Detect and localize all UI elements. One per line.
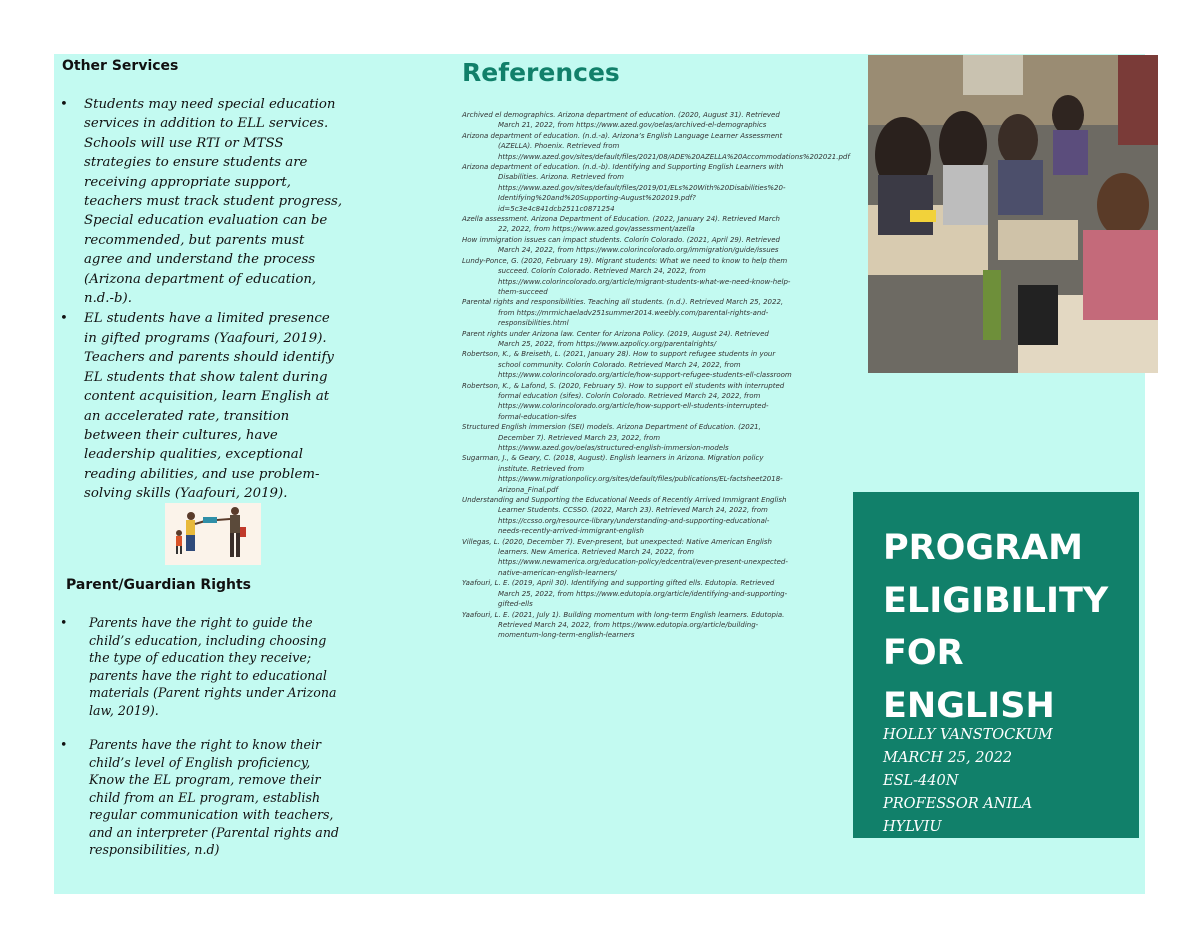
date: MARCH 25, 2022 xyxy=(883,750,1013,766)
title-line: ENGLISH xyxy=(883,685,1055,726)
reference-entry: Lundy-Ponce, G. (2020, February 19). Migrant students: What we need to know to help them succeed. Colorín Colorado. Retrieved March 24, 2022, from https://www.colorincolorado.org/article/migrant-students-what-we-need-know-help-them-succeed xyxy=(462,256,791,296)
classroom-photo-graphic xyxy=(868,55,1158,373)
brochure-title xyxy=(883,522,1133,732)
reference-entry: Yaafouri, L. E. (2019, April 30). Identifying and supporting gifted ells. Edutopia. Retrieved March 25, 2022, from https://www.edutopia.org/article/identifying-and-supporting-gifted-ells xyxy=(462,579,788,609)
title-line: PROGRAM xyxy=(883,528,1083,568)
reference-entry: Sugarman, J., & Geary, C. (2018, August). English learners in Arizona. Migration policy institute. Retrieved from https://www.migrationpolicy.org/sites/default/files/publications/EL-factsheet2018-Arizona_Final.pdf xyxy=(462,454,783,494)
reference-entry: Parent rights under Arizona law. Center for Arizona Policy. (2019, August 24). Retrieved March 25, 2022, from https://www.azpolicy.org/parentalrights/ xyxy=(462,329,769,348)
list-item xyxy=(60,736,350,859)
bullet-icon: • xyxy=(60,311,68,327)
reference-entry: Arizona department of education. (n.d.-a). Arizona’s English Language Learner Assessment (AZELLA). Phoenix. Retrieved from https://www.azed.gov/sites/default/files/2021/08/ADE%20AZELLA%20Accommodations%202021.pdf xyxy=(462,131,850,161)
bullet-icon: • xyxy=(60,615,68,630)
reference-entry: Arizona department of education. (n.d.-b). Identifying and Supporting English Learners with Disabilities. Arizona. Retrieved from https://www.azed.gov/sites/default/files/2019/01/ELs%20With%20Disabilities%20-Identifying%20and%20Supporting-August%202019.pdf?id=5c3e4c841dcb2511c0871254 xyxy=(462,163,786,213)
course-code: ESL-440N xyxy=(883,773,959,789)
list-item-text: Parents have the right to know their child’s level of English proficiency, Know the EL program, remove their child from an EL program, establish regular communication with teachers, and an interpreter (Parental rights and responsibilities, n.d) xyxy=(89,737,339,857)
bullet-icon: • xyxy=(60,97,68,112)
list-item xyxy=(60,614,350,719)
title-line: FOR xyxy=(883,633,964,673)
parent-child-illustration xyxy=(165,503,261,565)
reference-entry: How immigration issues can impact students. Colorín Colorado. (2021, April 29). Retrieved March 24, 2022, from https://www.colorincolorado.org/immigration/guide/issues xyxy=(462,235,780,255)
cover-meta xyxy=(883,724,1133,839)
bullet-icon: • xyxy=(60,737,68,752)
other-services-list xyxy=(60,95,345,505)
list-item xyxy=(60,309,345,503)
references-list xyxy=(462,110,850,641)
reference-entry: Archived el demographics. Arizona department of education. (2020, August 31). Retrieved March 21, 2022, from https://www.azed.gov/oelas/archived-el-demographics xyxy=(462,111,780,130)
other-services-heading: Other Services xyxy=(62,58,179,74)
author-name: HOLLY VANSTOCKUM xyxy=(883,727,1053,743)
reference-entry: Robertson, K., & Lafond, S. (2020, February 5). How to support ell students with interrupted formal education (sifes). Colorín Colorado. Retrieved March 24, 2022, from https://www.colorincolorado.org/article/how-support-ell-students-interrupted-formal-education-sifes xyxy=(462,381,785,421)
illustration-graphic xyxy=(165,503,261,565)
reference-entry: Parental rights and responsibilities. Teaching all students. (n.d.). Retrieved March 25, 2022, from https://mrmichaeladv251summer2014.weebly.com/parental-rights-and-responsibilities.html xyxy=(462,298,784,328)
list-item-text: Students may need special education services in addition to ELL services. Schools will use RTI or MTSS strategies to ensure students are receiving appropriate support, teachers must track student progress, Special education evaluation can be recommended, but parents must agree and understand the process (Arizona department of education, n.d.-b). xyxy=(84,97,343,307)
reference-entry: Villegas, L. (2020, December 7). Ever-present, but unexpected: Native American English learners. New America. Retrieved March 24, 2022, from https://www.newamerica.org/education-policy/edcentral/ever-present-unexpected-native-american-english-learners/ xyxy=(462,537,788,577)
reference-entry: Understanding and Supporting the Educational Needs of Recently Arrived Immigrant English Learner Students. CCSSO. (2022, March 23). Retrieved March 24, 2022, from https://ccsso.org/resource-library/understanding-and-supporting-educational-needs-recently-arrived-immigrant-english xyxy=(462,496,787,536)
title-line: ELIGIBILITY xyxy=(883,580,1109,621)
list-item-text: EL students have a limited presence in gifted programs (Yaafouri, 2019). Teachers and parents should identify EL students that show talent during content acquisition, learn English at an accelerated rate, transition between their cultures, have leadership qualities, exceptional reading abilities, and use problem-solving skills (Yaafouri, 2019). xyxy=(84,311,334,502)
classroom-students-photo xyxy=(868,55,1158,373)
list-item-text: Parents have the right to guide the child’s education, including choosing the type of education they receive; parents have the right to educational materials (Parent rights under Arizona law, 2019). xyxy=(89,615,337,718)
reference-entry: Robertson, K., & Breiseth, L. (2021, January 28). How to support refugee students in your school community. Colorín Colorado. Retrieved March 24, 2022, from https://www.colorincolorado.org/article/how-support-refugee-students-ell-classroom xyxy=(462,350,792,380)
cover-block xyxy=(853,492,1139,838)
parent-rights-heading: Parent/Guardian Rights xyxy=(66,577,252,593)
reference-entry: Structured English immersion (SEI) models. Arizona Department of Education. (2021, December 7). Retrieved March 23, 2022, from https://www.azed.gov/oelas/structured-english-immersion-models xyxy=(462,423,761,452)
professor-name: PROFESSOR ANILA HYLVIU xyxy=(883,796,1033,835)
reference-entry: Yaafouri, L. E. (2021, July 1). Building momentum with long-term English learners. Edutopia. Retrieved March 24, 2022, from https://www.edutopia.org/article/building-momentum-long-term-english-learners xyxy=(462,610,785,640)
list-item xyxy=(60,95,345,308)
parent-rights-list xyxy=(60,614,350,876)
references-title: References xyxy=(462,58,620,87)
reference-entry: Azella assessment. Arizona Department of Education. (2022, January 24). Retrieved March 22, 2022, from https://www.azed.gov/assessment/azella xyxy=(462,215,780,234)
photo-caption xyxy=(873,382,874,386)
